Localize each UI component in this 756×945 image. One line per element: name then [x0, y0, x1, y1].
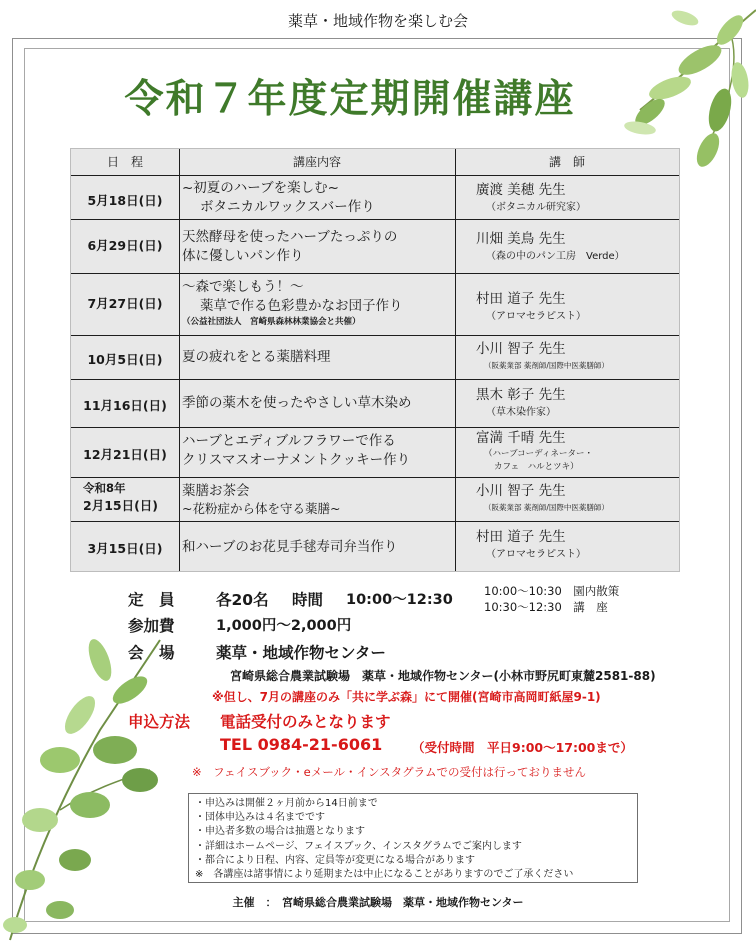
note-line: ・申込者多数の場合は抽選となります — [195, 826, 365, 838]
row-date: 6月29日(日) — [87, 238, 163, 253]
header-content: 講座内容 — [292, 155, 341, 169]
apply-value: 電話受付のみとなります — [220, 713, 391, 731]
row-content: ハーブとエディブルフラワーで作る クリスマスオーナメントクッキー作り — [182, 433, 411, 468]
organization-name: 薬草・地域作物を楽しむ会 — [287, 12, 468, 30]
row-teacher: 川畑 美鳥 先生 （森の中のパン工房 Verde） — [476, 231, 625, 262]
table-row — [71, 379, 679, 428]
table-row — [71, 477, 679, 522]
row-content: 薬膳お茶会 ~花粉症から体を守る薬膳~ — [182, 483, 341, 516]
schedule-table — [70, 148, 680, 572]
time-label: 時間 — [292, 591, 324, 609]
venue-label: 会 場 — [128, 644, 175, 662]
table-row — [71, 335, 679, 380]
page-title: 令和７年度定期開催講座 — [124, 77, 576, 122]
header-date: 日 程 — [106, 155, 143, 169]
row-date: 5月18日(日) — [87, 193, 163, 208]
tel-hours: （受付時間 平日9:00～17:00まで） — [412, 740, 633, 755]
capacity-label: 定 員 — [128, 591, 175, 609]
tel-number: TEL 0984-21-6061 — [220, 735, 383, 754]
fee-value: 1,000円～2,000円 — [216, 618, 352, 634]
row-content: 天然酵母を使ったハーブたっぷりの 体に優しいパン作り — [182, 229, 398, 264]
apply-label: 申込方法 — [128, 713, 191, 731]
row-content: 夏の疲れをとる薬膳料理 — [182, 349, 331, 365]
table-row — [71, 175, 679, 220]
row-content: 和ハーブのお花見手毬寿司弁当作り — [182, 539, 398, 555]
note-line: ・都合により日程、内容、定員等が変更になる場合があります — [195, 854, 475, 866]
row-teacher: 村田 道子 先生 （アロマセラピスト） — [476, 529, 586, 560]
note-line: ・団体申込みは４名までです — [195, 812, 325, 824]
time-detail: 10:00～10:30 園内散策 — [484, 584, 620, 598]
note-line: ・申込みは開催２ヶ月前から14日前まで — [195, 798, 378, 809]
fee-label: 参加費 — [128, 617, 175, 635]
row-content: ～森で楽しもう！～ 薬草で作る色彩豊かなお団子作り （公益社団法人 宮崎県森林林業協会と共催） — [182, 279, 403, 327]
venue-note: ※但し、7月の講座のみ「共に学ぶ森」にて開催(宮崎市高岡町紙屋9-1) — [212, 690, 601, 704]
table-row — [71, 219, 679, 274]
row-date: 3月15日(日) — [87, 541, 163, 556]
row-teacher: 黒木 彰子 先生 （草木染作家） — [476, 387, 566, 418]
row-date: 12月21日(日) — [83, 447, 167, 462]
row-date: 10月5日(日) — [87, 352, 163, 367]
row-date: 令和8年 2月15日(日) — [83, 481, 159, 513]
note-line: ※ 各講座は諸事情により延期または中止になることがありますのでご了承ください — [195, 869, 574, 881]
table-row — [71, 273, 679, 336]
apply-note: ※ フェイスブック・eメール・インスタグラムでの受付は行っておりません — [192, 765, 587, 779]
row-date: 7月27日(日) — [87, 296, 163, 311]
capacity-value: 各20名 — [216, 591, 269, 609]
row-content: 季節の薬木を使ったやさしい草木染め — [182, 395, 412, 411]
table-row — [71, 427, 679, 478]
row-teacher: 富満 千晴 先生 （ハーブコーディネーター・ カフェ ハルとツキ） — [476, 430, 593, 472]
venue-value: 薬草・地域作物センター — [216, 644, 386, 662]
notes-box — [188, 793, 638, 883]
organizer-footer: 主催 ： 宮崎県総合農業試験場 薬草・地域作物センター — [232, 896, 524, 909]
note-line: ・詳細はホームページ、フェイスブック、インスタグラムでご案内します — [195, 840, 522, 852]
table-row — [71, 521, 679, 572]
time-detail: 10:30～12:30 講 座 — [484, 600, 608, 614]
row-date: 11月16日(日) — [83, 398, 167, 413]
row-teacher: 村田 道子 先生 （アロマセラピスト） — [476, 291, 586, 322]
row-teacher: 小川 智子 先生 （阪薬業部 薬剤師/国際中医薬膳師） — [476, 483, 609, 512]
time-value: 10:00～12:30 — [346, 592, 453, 608]
row-teacher: 廣渡 美穂 先生 （ボタニカル研究家） — [476, 182, 586, 213]
header-teacher: 講 師 — [548, 155, 585, 169]
row-content: ~初夏のハーブを楽しむ~ ボタニカルワックスバー作り — [182, 180, 375, 215]
venue-detail: 宮崎県総合農業試験場 薬草・地域作物センター(小林市野尻町東麓2581-88) — [230, 669, 656, 683]
row-teacher: 小川 智子 先生 （阪薬業部 薬剤師/国際中医薬膳師） — [476, 341, 609, 370]
